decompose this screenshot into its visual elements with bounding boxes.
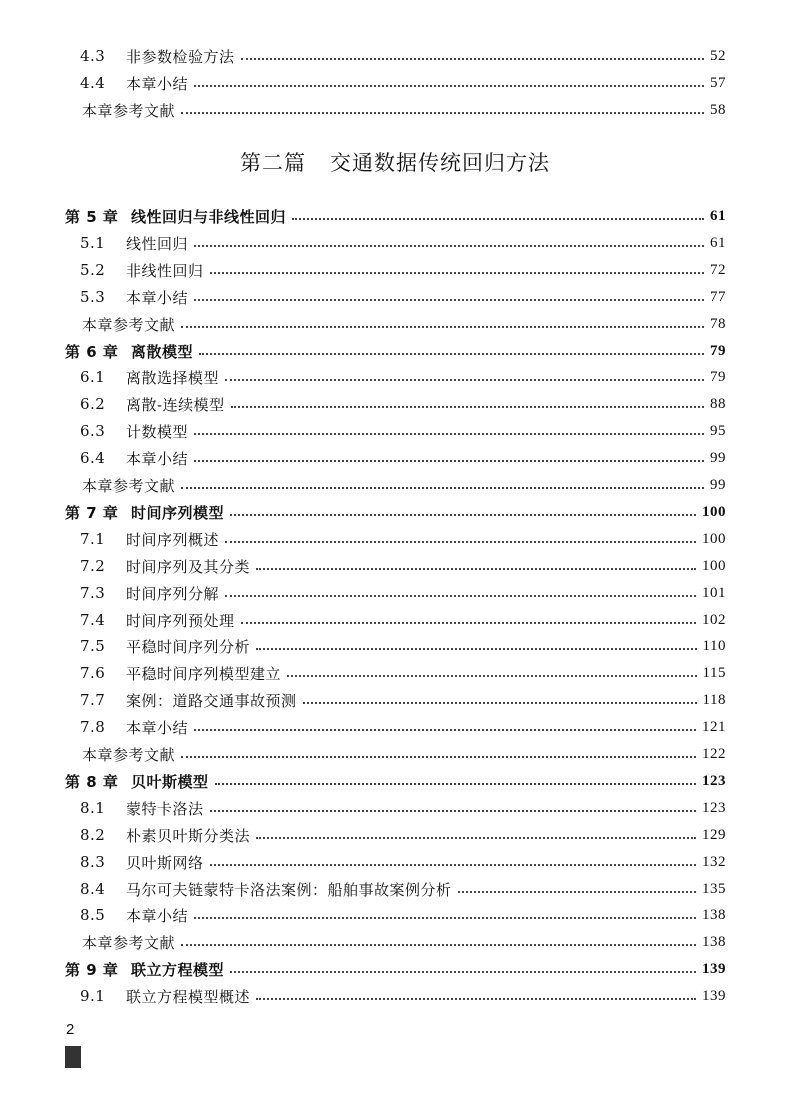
toc-section-entry — [80, 902, 726, 928]
dot-leader — [199, 353, 704, 355]
toc-entry-number: 5.2 — [80, 261, 106, 279]
toc-section-entry — [80, 607, 726, 633]
toc-entry-title: 时间序列分解 — [126, 584, 220, 603]
toc-entry-title: 朴素贝叶斯分类法 — [126, 826, 251, 845]
toc-entry-title: 离散选择模型 — [126, 368, 220, 387]
toc-section-entry — [80, 633, 726, 659]
toc-reference-entry — [82, 97, 726, 123]
toc-entry-page: 100 — [702, 557, 726, 574]
toc-entry-title: 线性回归 — [126, 234, 189, 253]
toc-entry-number: 5.1 — [80, 234, 106, 252]
toc-entry-title: 本章小结 — [126, 449, 189, 468]
toc-entry-page: 132 — [702, 853, 726, 870]
toc-entry-number: 8.1 — [80, 799, 106, 817]
toc-entry-page: 61 — [710, 234, 726, 251]
dot-leader — [230, 514, 696, 516]
toc-entry-number: 7.7 — [80, 691, 106, 709]
toc-entry-page: 139 — [702, 987, 726, 1004]
toc-chapter-entry — [65, 956, 726, 982]
toc-entry-page: 135 — [702, 880, 726, 897]
toc-entry-number: 8.5 — [80, 906, 106, 924]
dot-leader — [181, 487, 704, 489]
dot-leader — [194, 245, 704, 247]
toc-entry-number: 第 6 章 — [65, 342, 119, 361]
toc-entry-page: 79 — [710, 342, 726, 359]
dot-leader — [194, 433, 704, 435]
toc-entry-number: 第 7 章 — [65, 503, 119, 522]
dot-leader — [194, 299, 704, 301]
toc-chapter-entry — [65, 203, 726, 229]
dot-leader — [210, 864, 696, 866]
dot-leader — [181, 756, 696, 758]
toc-entry-title: 时间序列预处理 — [126, 611, 235, 630]
toc-entry-title: 本章参考文献 — [82, 745, 176, 764]
toc-entry-title: 平稳时间序列分析 — [126, 637, 251, 656]
toc-section-entry — [80, 660, 726, 686]
dot-leader — [458, 891, 696, 893]
toc-entry-title: 离散模型 — [131, 342, 194, 361]
part-heading — [0, 147, 790, 177]
toc-entry-title: 本章参考文献 — [82, 315, 176, 334]
toc-entry-title: 非线性回归 — [126, 261, 204, 280]
dot-leader — [292, 218, 704, 220]
toc-entry-number: 6.4 — [80, 449, 106, 467]
toc-entry-page: 138 — [702, 933, 726, 950]
dot-leader — [215, 783, 696, 785]
dot-leader — [194, 729, 696, 731]
toc-section-entry — [80, 849, 726, 875]
toc-entry-title: 离散-连续模型 — [126, 395, 225, 414]
dot-leader — [241, 58, 704, 60]
toc-section-entry — [80, 43, 726, 69]
toc-entry-title: 本章小结 — [126, 906, 189, 925]
toc-entry-title: 非参数检验方法 — [126, 47, 235, 66]
toc-entry-page: 99 — [710, 476, 726, 493]
dot-leader — [194, 460, 704, 462]
toc-entry-number: 第 5 章 — [65, 207, 119, 226]
toc-entry-page: 123 — [702, 799, 726, 816]
toc-chapter-entry — [65, 768, 726, 794]
page-number: 2 — [66, 1021, 75, 1038]
toc-entry-page: 52 — [710, 47, 726, 64]
dot-leader — [194, 917, 696, 919]
toc-section-entry — [80, 553, 726, 579]
toc-entry-page: 139 — [702, 960, 726, 977]
toc-entry-title: 本章参考文献 — [82, 933, 176, 952]
toc-entry-title: 平稳时间序列模型建立 — [126, 664, 282, 683]
part-title-text: 交通数据传统回归方法 — [330, 151, 550, 175]
toc-entry-page: 123 — [702, 772, 726, 789]
toc-entry-page: 88 — [710, 395, 726, 412]
dot-leader — [225, 379, 704, 381]
toc-entry-page: 58 — [710, 101, 726, 118]
toc-entry-page: 122 — [702, 745, 726, 762]
toc-reference-entry — [82, 741, 726, 767]
toc-entry-number: 7.5 — [80, 637, 106, 655]
toc-entry-number: 4.4 — [80, 74, 106, 92]
toc-chapter-entry — [65, 499, 726, 525]
toc-entry-number: 6.1 — [80, 368, 106, 386]
toc-entry-title: 线性回归与非线性回归 — [131, 207, 287, 226]
toc-entry-page: 77 — [710, 288, 726, 305]
toc-section-entry — [80, 445, 726, 471]
toc-entry-page: 79 — [710, 368, 726, 385]
dot-leader — [303, 702, 697, 704]
toc-chapter-entry — [65, 338, 726, 364]
dot-leader — [225, 541, 696, 543]
toc-entry-title: 联立方程模型 — [131, 960, 225, 979]
dot-leader — [241, 622, 696, 624]
toc-entry-page: 121 — [702, 718, 726, 735]
dot-leader — [210, 810, 696, 812]
part-label: 第二篇 — [240, 151, 306, 175]
toc-entry-number: 8.4 — [80, 880, 106, 898]
toc-entry-page: 78 — [710, 315, 726, 332]
toc-section-entry — [80, 230, 726, 256]
toc-entry-page: 115 — [702, 664, 726, 681]
toc-section-entry — [80, 983, 726, 1009]
toc-section-entry — [80, 580, 726, 606]
toc-reference-entry — [82, 311, 726, 337]
toc-entry-page: 61 — [710, 207, 726, 224]
toc-entry-title: 贝叶斯网络 — [126, 853, 204, 872]
toc-entry-number: 第 8 章 — [65, 772, 119, 791]
dot-leader — [181, 944, 696, 946]
toc-entry-number: 8.3 — [80, 853, 106, 871]
toc-entry-page: 99 — [710, 449, 726, 466]
toc-entry-title: 马尔可夫链蒙特卡洛法案例：船舶事故案例分析 — [126, 880, 452, 899]
toc-section-entry — [80, 795, 726, 821]
dot-leader — [256, 837, 696, 839]
page-edge-marker — [65, 1046, 81, 1068]
toc-entry-page: 110 — [702, 637, 726, 654]
toc-entry-page: 102 — [702, 611, 726, 628]
toc-entry-title: 本章小结 — [126, 74, 189, 93]
toc-entry-number: 4.3 — [80, 47, 106, 65]
toc-section-entry — [80, 364, 726, 390]
dot-leader — [194, 85, 704, 87]
dot-leader — [231, 406, 704, 408]
toc-entry-page: 100 — [702, 503, 726, 520]
toc-section-entry — [80, 70, 726, 96]
toc-reference-entry — [82, 472, 726, 498]
toc-entry-title: 本章小结 — [126, 718, 189, 737]
toc-entry-number: 7.1 — [80, 530, 106, 548]
toc-entry-title: 本章参考文献 — [82, 101, 176, 120]
toc-section-entry — [80, 257, 726, 283]
dot-leader — [210, 272, 704, 274]
toc-entry-number: 7.3 — [80, 584, 106, 602]
dot-leader — [230, 971, 696, 973]
toc-entry-title: 时间序列及其分类 — [126, 557, 251, 576]
toc-entry-number: 6.3 — [80, 422, 106, 440]
toc-entry-page: 95 — [710, 422, 726, 439]
toc-entry-title: 蒙特卡洛法 — [126, 799, 204, 818]
toc-section-entry — [80, 876, 726, 902]
toc-section-entry — [80, 822, 726, 848]
toc-entry-title: 时间序列概述 — [126, 530, 220, 549]
toc-entry-number: 7.6 — [80, 664, 106, 682]
dot-leader — [256, 568, 696, 570]
toc-reference-entry — [82, 929, 726, 955]
toc-entry-number: 7.2 — [80, 557, 106, 575]
dot-leader — [256, 648, 697, 650]
toc-entry-number: 8.2 — [80, 826, 106, 844]
toc-entry-title: 本章小结 — [126, 288, 189, 307]
toc-entry-number: 9.1 — [80, 987, 106, 1005]
toc-section-entry — [80, 418, 726, 444]
toc-entry-page: 138 — [702, 906, 726, 923]
toc-entry-page: 100 — [702, 530, 726, 547]
dot-leader — [287, 675, 697, 677]
toc-entry-number: 6.2 — [80, 395, 106, 413]
toc-entry-number: 第 9 章 — [65, 960, 119, 979]
toc-entry-page: 101 — [702, 584, 726, 601]
toc-entry-page: 57 — [710, 74, 726, 91]
toc-section-entry — [80, 714, 726, 740]
dot-leader — [256, 998, 696, 1000]
toc-entry-page: 129 — [702, 826, 726, 843]
toc-entry-number: 7.8 — [80, 718, 106, 736]
toc-section-entry — [80, 391, 726, 417]
toc-entry-number: 5.3 — [80, 288, 106, 306]
toc-entry-title: 计数模型 — [126, 422, 189, 441]
toc-section-entry — [80, 687, 726, 713]
dot-leader — [181, 112, 704, 114]
toc-entry-title: 贝叶斯模型 — [131, 772, 209, 791]
toc-section-entry — [80, 284, 726, 310]
toc-entry-title: 本章参考文献 — [82, 476, 176, 495]
toc-entry-title: 联立方程模型概述 — [126, 987, 251, 1006]
toc-section-entry — [80, 526, 726, 552]
toc-entry-number: 7.4 — [80, 611, 106, 629]
dot-leader — [181, 326, 704, 328]
toc-entry-page: 118 — [702, 691, 726, 708]
toc-entry-title: 案例：道路交通事故预测 — [126, 691, 297, 710]
dot-leader — [225, 595, 696, 597]
toc-entry-title: 时间序列模型 — [131, 503, 225, 522]
toc-entry-page: 72 — [710, 261, 726, 278]
